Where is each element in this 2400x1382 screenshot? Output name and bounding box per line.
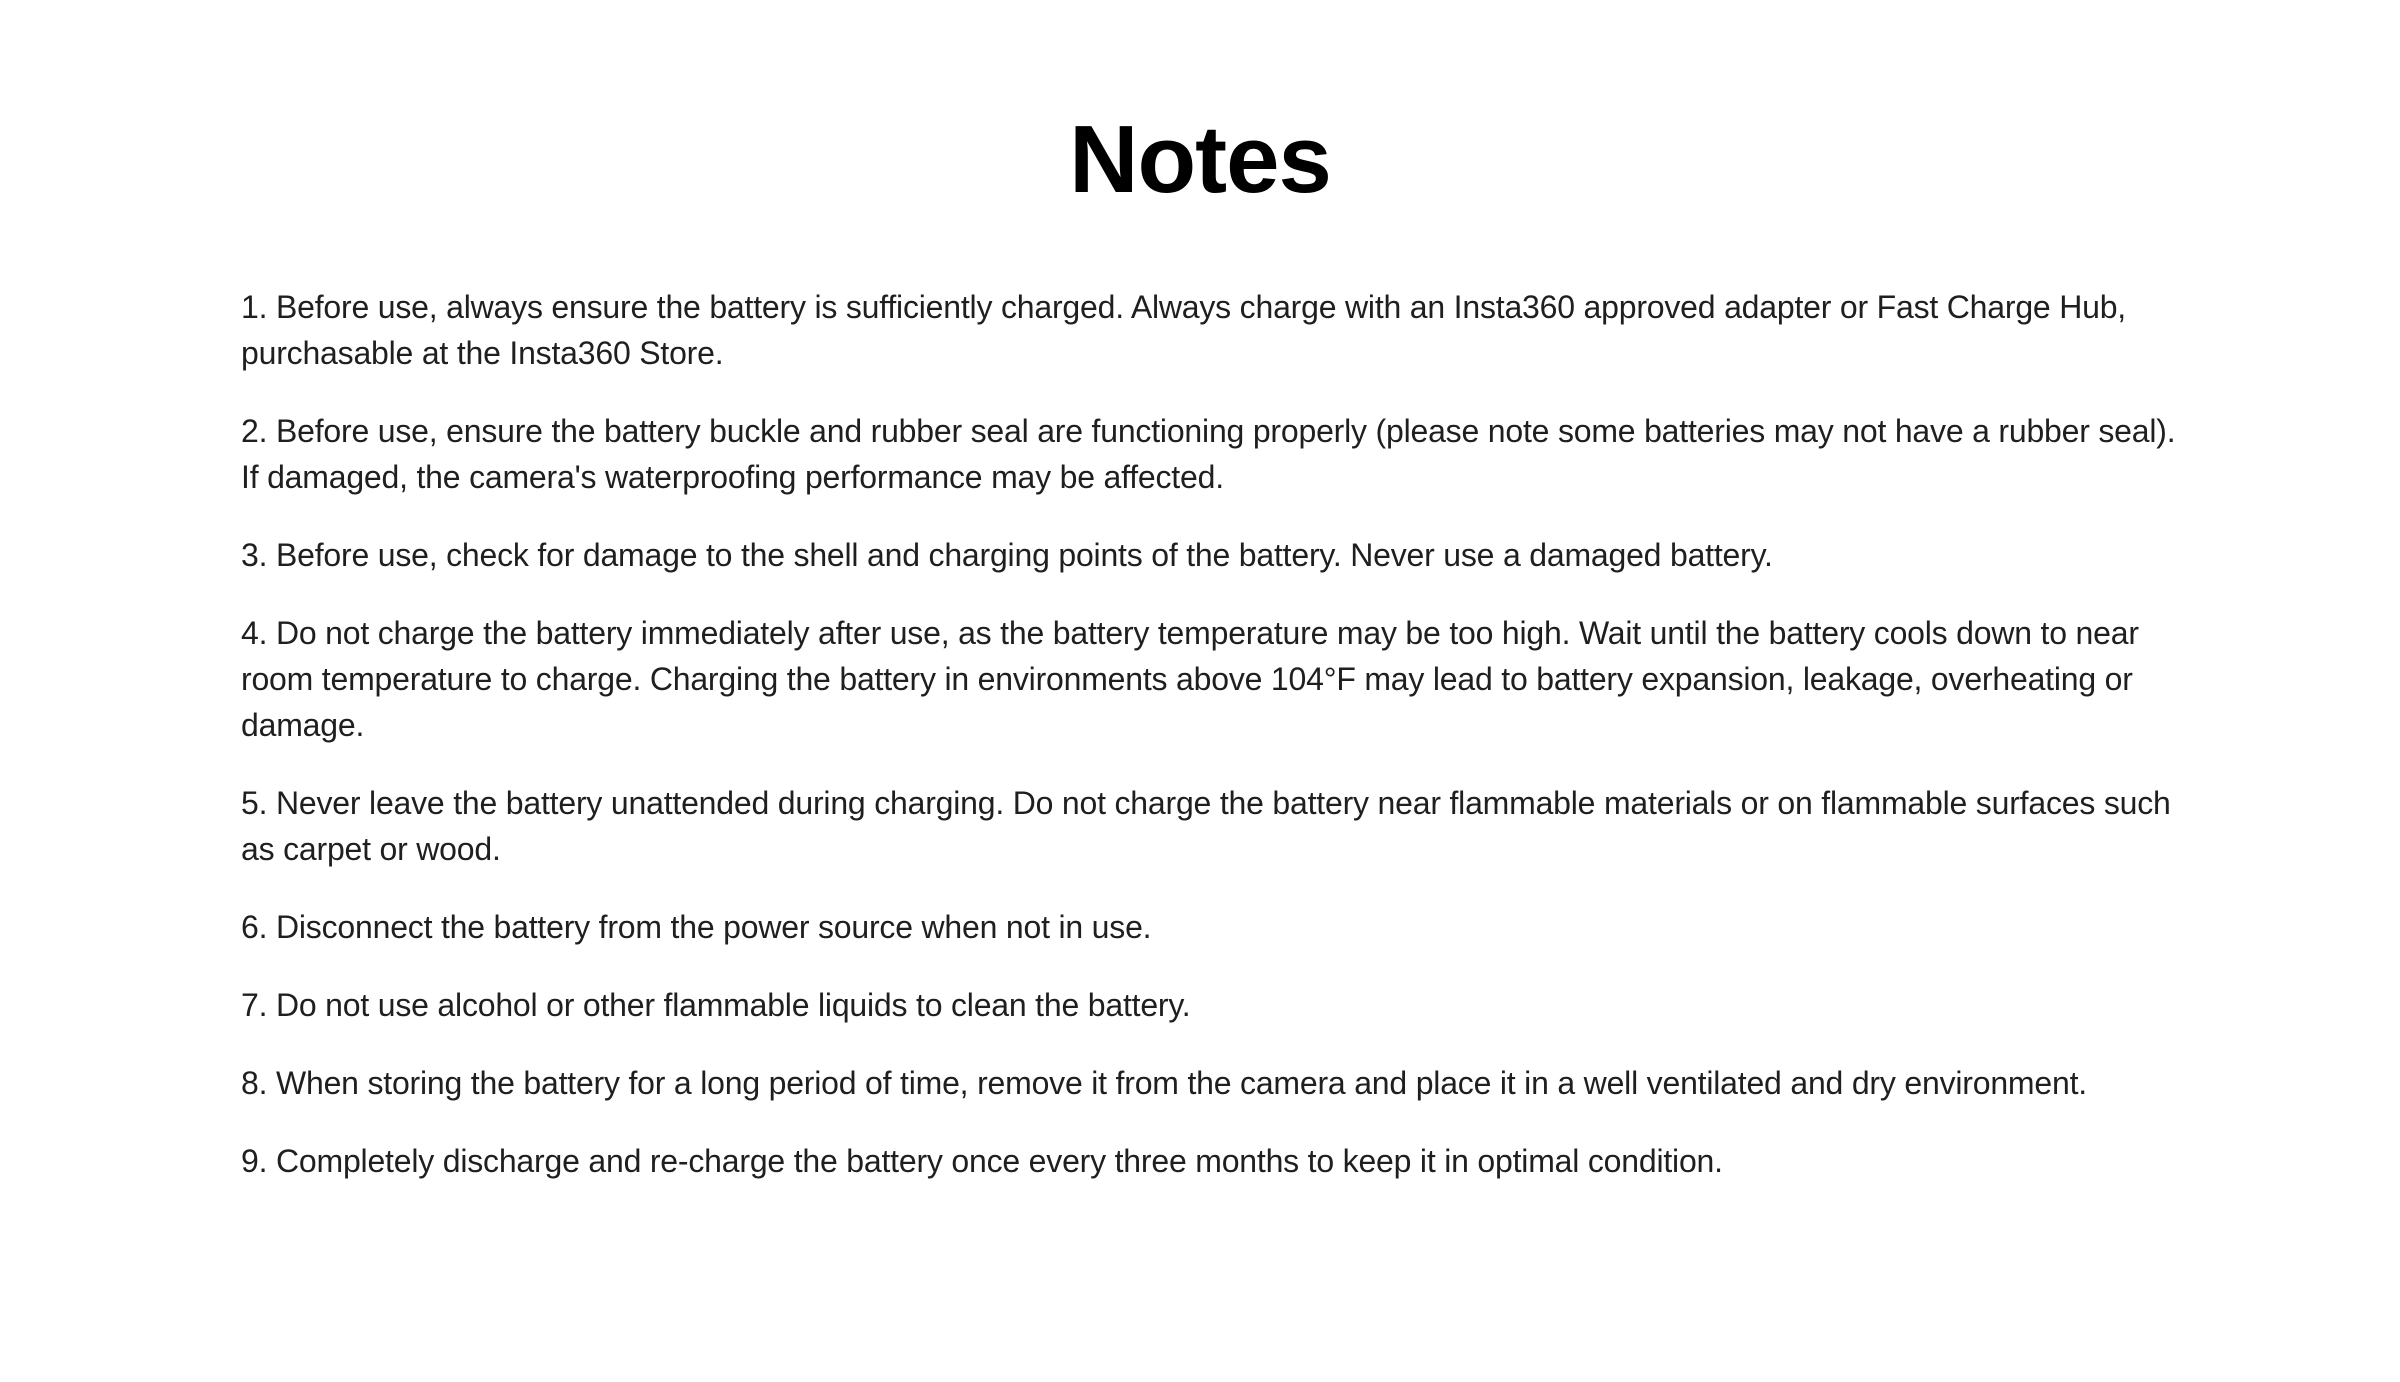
note-item-9: 9. Completely discharge and re-charge the battery once every three months to keep it in optimal condition. bbox=[241, 1143, 1723, 1179]
note-item-3: 3. Before use, check for damage to the shell and charging points of the battery. Never use a damaged battery. bbox=[241, 537, 1773, 573]
note-item-7: 7. Do not use alcohol or other flammable liquids to clean the battery. bbox=[241, 987, 1191, 1023]
note-item-6: 6. Disconnect the battery from the power source when not in use. bbox=[241, 909, 1152, 945]
page-title: Notes bbox=[1069, 106, 1331, 213]
note-item-1: 1. Before use, always ensure the battery is sufficiently charged. Always charge with an Insta360 approved adapter or Fast Charge Hub, purchasable at the Insta360 Store. bbox=[241, 289, 2126, 371]
note-item-8: 8. When storing the battery for a long period of time, remove it from the camera and place it in a well ventilated and dry environment. bbox=[241, 1065, 2087, 1101]
note-item-4: 4. Do not charge the battery immediately after use, as the battery temperature may be too high. Wait until the battery cools down to near room temperature to charge. Charging the battery in environments above 104°F may lead to battery expansion, leakage, overheating or damage. bbox=[241, 615, 2139, 743]
note-item-5: 5. Never leave the battery unattended during charging. Do not charge the battery near flammable materials or on flammable surfaces such as carpet or wood. bbox=[241, 785, 2171, 867]
note-item-2: 2. Before use, ensure the battery buckle and rubber seal are functioning properly (please note some batteries may not have a rubber seal). If damaged, the camera's waterproofing performance may be affected. bbox=[241, 413, 2176, 495]
notes-list bbox=[241, 284, 2181, 1216]
